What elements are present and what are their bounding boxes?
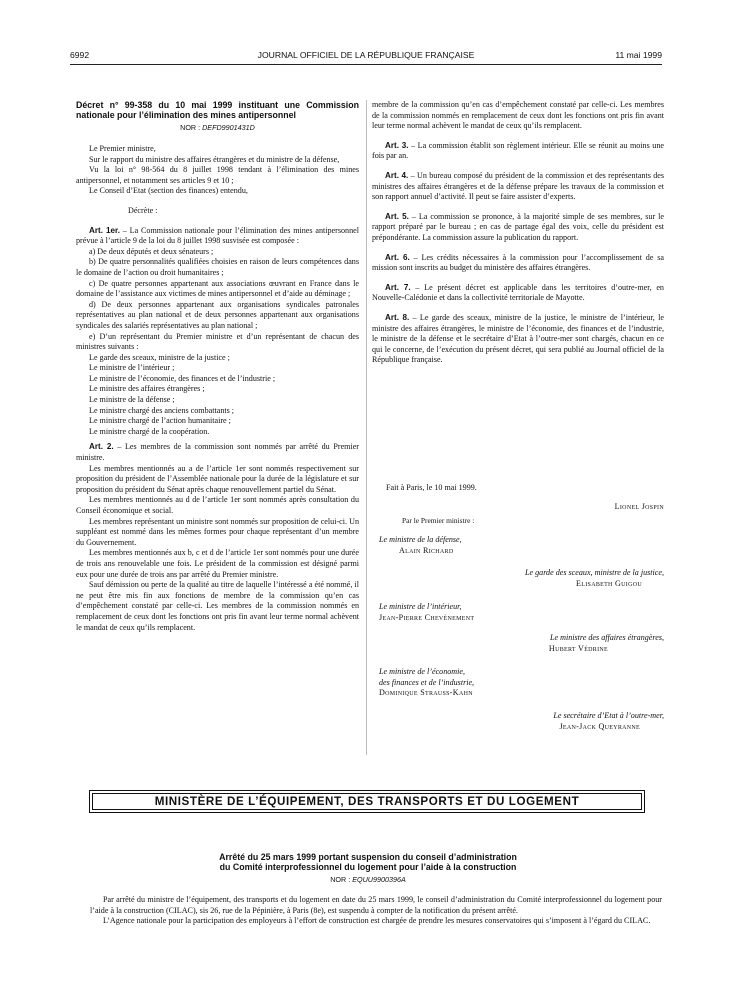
list-item: Le ministre chargé de la coopération. (89, 426, 210, 436)
decree-title: Décret n° 99-358 du 10 mai 1999 instituant une Commission nationale pour l’élimination des mines antipersonnel (76, 100, 359, 121)
list-item: e) D’un représentant du Premier ministre et d’un représentant de chacun des ministres suivants : (76, 331, 359, 352)
signatory-name: Jean-Jack Queyranne (559, 721, 640, 731)
list-item: Le ministre de l’économie, des finances et de l’industrie ; (89, 373, 276, 383)
article-8-label: Art. 8. (385, 312, 410, 322)
signatory-name: Alain Richard (399, 545, 454, 555)
decree-nor-code: DEFD9901431D (202, 123, 255, 133)
list-item: b) De quatre personnalités qualifiées choisies en raison de leurs compétences dans le domaine de l’action ou droit humanitaires ; (76, 257, 359, 277)
article-2-paragraph: Les membres mentionnés aux b, c et d de l’article 1er sont nommés pour une durée de trois ans renouvelable une fois. Le président de la commission est désigné parmi eux pour une durée de trois ans par arrêté du Premier ministre. (76, 548, 359, 579)
arrete-paragraph: Par arrêté du ministre de l’équipement, des transports et du logement en date du 25 mars 1999, le conseil d’administration du Comité interprofessionnel du logement pour l’aide à la construction (CILAC), sis 26, rue de la Pépinière, à Paris (8e), est suspendu à compter de la notification du présent arrêté. (90, 895, 662, 915)
article-4-text: – Un bureau composé du président de la commission et des représentants des ministres des affaires étrangères et de la défense prépare les travaux de la commission et son rapport annuel d’activité. Il peut se faire assister d’experts. (372, 170, 664, 202)
list-item: Le ministre de la défense ; (89, 395, 175, 405)
article-1 (76, 226, 359, 247)
article-1-items (76, 247, 359, 353)
list-item: d) De deux personnes appartenant aux organisations syndicales patronales représentatives au plan national et de deux personnes appartenant aux organisations syndicales des salariés représentatives au plan national ; (76, 299, 359, 330)
signature-block (379, 535, 462, 556)
article-2-paragraph: Les membres représentant un ministre sont nommés sur proposition de celui-ci. Un suppléant est nommé dans les mêmes formes pour chaque représentant d’un membre du Gouvernement. (76, 516, 359, 547)
signatory-name: Hubert Védrine (548, 643, 608, 653)
preamble-line: Vu la loi n° 98-564 du 8 juillet 1998 tendant à l’élimination des mines antipersonnel, et notamment ses articles 9 et 10 ; (76, 165, 359, 185)
list-item: Le ministre chargé de l’action humanitaire ; (89, 416, 231, 426)
article-2-continuation: membre de la commission qu’en cas d’empêchement constaté par celle-ci. Les membres de la commission nommés en remplacement de ceux dont les fonctions ont pris fin avant leur terme normal achèvent le mandat de ceux qu’ils remplacent. (372, 100, 664, 131)
ministry-name: MINISTÈRE DE L’ÉQUIPEMENT, DES TRANSPORTS ET DU LOGEMENT (92, 793, 642, 810)
signatory-role: Le ministre des affaires étrangères, (550, 633, 664, 642)
issue-date: 11 mai 1999 (615, 50, 662, 60)
page-number: 6992 (70, 50, 90, 60)
article-4 (372, 171, 664, 203)
arrete-nor-label: NOR : (330, 875, 351, 884)
article-7 (372, 283, 664, 304)
signatory-name: Elisabeth Guigou (576, 578, 642, 588)
article-2-paragraph: Les membres mentionnés au a de l’article 1er sont nommés respectivement sur proposition du président de l’Assemblée nationale pour la durée de la législature et sur proposition du président du Sénat après chaque renouvellement partiel du Sénat. (76, 463, 359, 494)
list-item: Le garde des sceaux, ministre de la justice ; (89, 352, 230, 362)
arrete-title-line: du Comité interprofessionnel du logement pour l’aide à la construction (219, 862, 517, 873)
article-2-paragraph: Les membres mentionnés au d de l’article 1er sont nommés après consultation du Conseil économique et social. (76, 495, 359, 515)
signature-block (379, 602, 474, 623)
signature-block (444, 568, 664, 589)
preamble-line: Le Conseil d’Etat (section des finances) entendu, (89, 186, 248, 196)
list-item: c) De quatre personnes appartenant aux associations œuvrant en France dans le domaine de l’assistance aux victimes de mines antipersonnel et d’aide au déminage ; (76, 278, 359, 299)
article-7-text: – Le présent décret est applicable dans les territoires d’outre-mer, en Nouvelle-Calédonie et dans la collectivité territoriale de Mayotte. (372, 282, 664, 303)
article-5-text: – La commission se prononce, à la majorité simple de ses membres, sur le rapport préparé par le bureau ; en cas de partage égal des voix, celle du président est prépondérante. La commission assure la publication du rapport. (372, 211, 664, 242)
article-2 (76, 442, 359, 463)
article-5-label: Art. 5. (385, 211, 409, 221)
ministry-banner (89, 790, 645, 813)
article-1-text: – La Commission nationale pour l’élimination des mines antipersonnel prévue à l’article 9 de la loi du 8 juillet 1998 susvisée est composée : (76, 225, 359, 246)
arrete-title (90, 852, 646, 873)
article-3-label: Art. 3. (385, 140, 409, 150)
preamble-line: Le Premier ministre, (89, 144, 156, 153)
article-6-label: Art. 6. (385, 252, 410, 262)
left-column (76, 100, 359, 643)
signatory-name: Jean-Pierre Chevènement (379, 612, 475, 622)
article-8-text: – Le garde des sceaux, ministre de la justice, le ministre de l’intérieur, le ministre des affaires étrangères, le ministre de l’économie, des finances et de l’industrie, le ministre de la défense et le secrétaire d’Etat à l’outre-mer sont chargés, chacun en ce qui le concerne, de l’exécution du présent décret, qui sera publié au Journal officiel de la République française. (372, 312, 664, 365)
decree-nor-label: NOR : (180, 123, 201, 133)
signer-name: Lionel Jospin (614, 502, 664, 511)
minister-list (76, 353, 359, 438)
article-5 (372, 212, 664, 244)
article-3-text: – La commission établit son règlement intérieur. Elle se réunit au moins une fois par an. (372, 140, 664, 161)
by-prime-minister: Par le Premier ministre : (402, 516, 475, 525)
signatory-role: Le ministre de la défense, (379, 535, 462, 544)
signatory-role: Le garde des sceaux, ministre de la justice, (525, 568, 664, 577)
list-item: Le ministre des affaires étrangères ; (89, 384, 205, 394)
article-2-text: – Les membres de la commission sont nommés par arrêté du Premier ministre. (76, 442, 359, 463)
right-column (372, 100, 664, 366)
article-4-label: Art. 4. (385, 170, 409, 180)
place-date: Fait à Paris, le 10 mai 1999. (386, 483, 477, 492)
arrete-body (90, 895, 662, 927)
arrete-nor (90, 875, 646, 884)
signatory-role: Le ministre de l’économie, (379, 667, 466, 676)
signatory-role-continued: des finances et de l’industrie, (379, 677, 475, 687)
arrete-nor-code: EQUU9900396A (352, 875, 406, 884)
article-2-label: Art. 2. (89, 442, 114, 452)
signature-block (444, 711, 664, 732)
arrete-title-line: Arrêté du 25 mars 1999 portant suspension du conseil d’administration (219, 852, 517, 862)
signatory-role: Le secrétaire d’Etat à l’outre-mer, (553, 711, 664, 720)
journal-title: JOURNAL OFFICIEL DE LA RÉPUBLIQUE FRANÇAISE (257, 50, 475, 60)
article-3 (372, 141, 664, 162)
signature-block (379, 667, 474, 699)
decrete-line: Décrète : (128, 205, 158, 215)
article-8 (372, 313, 664, 366)
preamble-line: Sur le rapport du ministre des affaires étrangères et du ministre de la défense, (89, 154, 340, 164)
header-rule (70, 64, 662, 65)
list-item: a) De deux députés et deux sénateurs ; (89, 246, 214, 256)
decree-nor (76, 123, 359, 134)
list-item: Le ministre chargé des anciens combattants ; (89, 405, 235, 415)
article-6 (372, 253, 664, 274)
article-7-label: Art. 7. (385, 282, 411, 292)
signatory-role: Le ministre de l’intérieur, (379, 602, 462, 611)
signature-block (444, 633, 664, 654)
arrete-paragraph: L’Agence nationale pour la participation des employeurs à l’effort de construction est chargée de prendre les mesures conservatoires qui s’imposent à l’égard du CILAC. (103, 916, 651, 926)
page-header (70, 50, 662, 64)
article-6-text: – Les crédits nécessaires à la commission pour l’accomplissement de sa mission sont inscrits au budget du ministère des affaires étrangères. (372, 252, 664, 273)
signatory-name: Dominique Strauss-Kahn (379, 688, 473, 698)
article-1-label: Art. 1er. (89, 225, 120, 235)
column-divider (366, 100, 367, 755)
list-item: Le ministre de l’intérieur ; (89, 363, 175, 373)
article-2-paragraph: Sauf démission ou perte de la qualité au titre de laquelle l’intéressé a été nommé, il ne peut être mis fin aux fonctions de membre de la commission qu’en cas d’empêchement constaté par celle-ci. Les membres de la commission nommés en remplacement de ceux dont les fonctions ont pris fin avant leur terme normal achèvent le mandat de ceux qu’ils remplacent. (76, 580, 359, 632)
